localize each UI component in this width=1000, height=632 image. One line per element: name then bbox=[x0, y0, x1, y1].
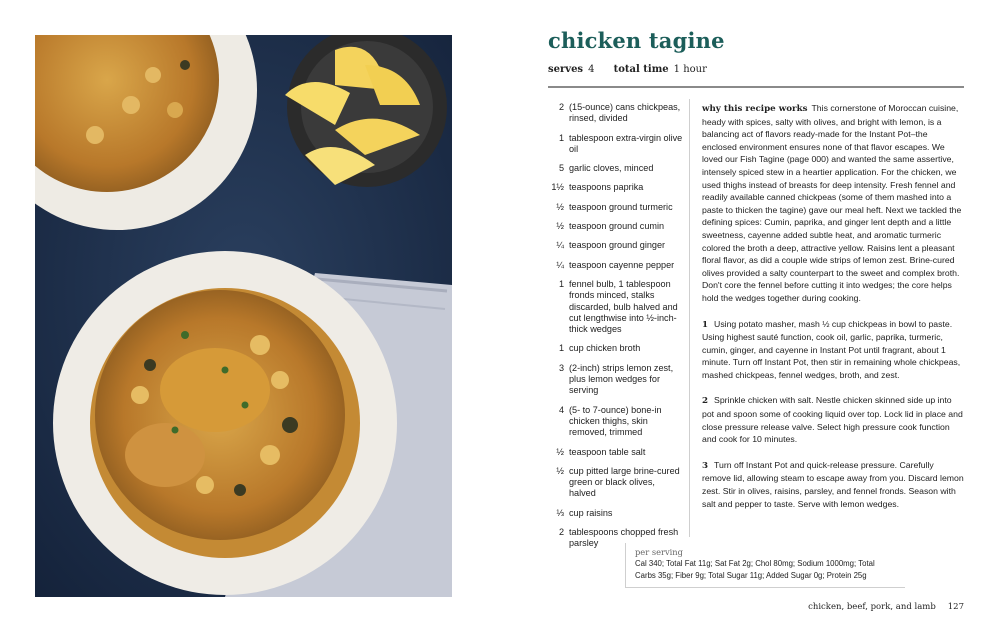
total-time-label: total time bbox=[613, 64, 669, 75]
step bbox=[702, 459, 964, 510]
ingredient-qty: 1 bbox=[558, 132, 564, 143]
nutrition-label: per serving bbox=[635, 547, 683, 557]
step bbox=[702, 394, 964, 445]
step-number: 1 bbox=[702, 319, 709, 330]
ingredient-text: teaspoon cayenne pepper bbox=[569, 259, 675, 270]
header-divider bbox=[548, 86, 964, 88]
ingredient-qty: ½ bbox=[556, 201, 564, 212]
ingredient-qty: 2 bbox=[558, 527, 564, 538]
ingredient-item bbox=[548, 343, 684, 354]
recipe-photo bbox=[35, 35, 452, 597]
ingredient-item bbox=[548, 221, 684, 232]
recipe-title: chicken tagine bbox=[548, 28, 725, 53]
page-footer bbox=[808, 602, 964, 612]
ingredient-item bbox=[548, 240, 684, 251]
ingredient-list bbox=[548, 102, 684, 550]
method-column bbox=[702, 102, 964, 523]
ingredient-qty: ¼ bbox=[556, 240, 564, 251]
ingredient-qty: 4 bbox=[558, 404, 564, 415]
step-text: Sprinkle chicken with salt. Nestle chicken skinned side up into pot and spoon some of cooking liquid over top. Lock lid in place and close pressure release valve. Select high pressure cook function and cook for 10 minutes. bbox=[702, 395, 963, 445]
ingredient-qty: ⅓ bbox=[556, 507, 564, 518]
ingredient-item bbox=[548, 466, 684, 500]
ingredient-text: (2-inch) strips lemon zest, plus lemon wedges for serving bbox=[569, 362, 674, 396]
serves-label: serves bbox=[548, 64, 584, 75]
step-text: Using potato masher, mash ½ cup chickpeas in bowl to paste. Using highest sauté function, cook oil, garlic, paprika, turmeric, cumin, ginger, and cayenne in Instant Pot until fragrant, about 1 minute. Turn off Instant Pot, then stir in remaining whole chickpeas, mashed chickpeas, fennel wedges, broth, and zest. bbox=[702, 318, 961, 380]
ingredient-qty: 1 bbox=[558, 278, 564, 289]
ingredient-item bbox=[548, 163, 684, 174]
ingredient-text: garlic cloves, minced bbox=[569, 163, 654, 174]
ingredient-text: tablespoon extra-virgin olive oil bbox=[569, 132, 683, 154]
ingredient-text: teaspoon table salt bbox=[569, 446, 646, 457]
ingredient-text: (5- to 7-ounce) bone-in chicken thighs, skin removed, trimmed bbox=[569, 404, 662, 438]
ingredient-text: teaspoon ground turmeric bbox=[569, 201, 673, 212]
page-number: 127 bbox=[947, 602, 964, 612]
nutrition-line: Cal 340; Total Fat 11g; Sat Fat 2g; Chol 80mg; Sodium 1000mg; Total bbox=[635, 559, 875, 569]
ingredient-item bbox=[548, 279, 684, 335]
ingredient-qty: 3 bbox=[558, 362, 564, 373]
column-divider bbox=[689, 99, 690, 537]
ingredient-text: cup chicken broth bbox=[569, 343, 641, 354]
ingredient-text: teaspoon ground cumin bbox=[569, 221, 665, 232]
ingredient-item bbox=[548, 363, 684, 397]
nutrition-box bbox=[625, 543, 905, 588]
why-text: This cornerstone of Moroccan cuisine, heady with spices, salty with olives, and bright with lemon, is a balancing act of flavors ready-made for the Instant Pot–the enclosed environment ensures none of that flavor escapes. We loved our Fish Tagine (page 000) and wanted the same assertive, intensely spiced stew in a heartier application. For the chicken, we used thighs instead of breasts for deep intensity. Fresh fennel and readily available canned chickpeas (some of them mashed into a paste to thicken the tagine) gave our meal heft. Next we tackled the defining spices: Cumin, paprika, and ginger lent depth and a little sweetness, cayenne added subtle heat, and aromatic turmeric colored the broth a deep, attractive yellow. Raisins lent a pleasant floral flavor, as did a couple wide strips of lemon zest. Brine-cured olives provided a salty counterpart to the sweet and complex broth. Don't core the fennel before cutting it into wedges; the core helps hold the wedges together during cooking. bbox=[702, 103, 962, 303]
ingredient-item bbox=[548, 202, 684, 213]
why-label: why this recipe works bbox=[702, 104, 808, 114]
total-time-value: 1 hour bbox=[673, 64, 707, 75]
ingredient-text: teaspoons paprika bbox=[569, 182, 644, 193]
nutrition-line: Carbs 35g; Fiber 9g; Total Sugar 11g; Added Sugar 0g; Protein 25g bbox=[635, 571, 867, 581]
ingredient-text: teaspoon ground ginger bbox=[569, 240, 666, 251]
serves-value: 4 bbox=[588, 64, 595, 75]
ingredient-item bbox=[548, 182, 684, 193]
step-number: 2 bbox=[702, 396, 709, 407]
step-number: 3 bbox=[702, 460, 709, 471]
ingredient-item bbox=[548, 102, 684, 125]
ingredient-qty: 5 bbox=[558, 163, 564, 174]
ingredient-qty: ¼ bbox=[556, 259, 564, 270]
ingredient-text: (15-ounce) cans chickpeas, rinsed, divided bbox=[569, 102, 681, 124]
ingredient-text: cup pitted large brine-cured green or black olives, halved bbox=[569, 465, 680, 499]
ingredient-qty: ½ bbox=[556, 465, 564, 476]
ingredient-item bbox=[548, 405, 684, 439]
ingredient-qty: ½ bbox=[556, 221, 564, 232]
why-this-recipe-works bbox=[702, 102, 964, 305]
ingredient-item bbox=[548, 447, 684, 458]
section-name: chicken, beef, pork, and lamb bbox=[808, 602, 936, 612]
step bbox=[702, 318, 964, 382]
ingredient-text: cup raisins bbox=[569, 507, 613, 518]
ingredient-item bbox=[548, 508, 684, 519]
ingredient-item bbox=[548, 260, 684, 271]
ingredient-qty: 1 bbox=[558, 343, 564, 354]
step-text: Turn off Instant Pot and quick-release pressure. Carefully remove lid, allowing steam to escape away from you. Discard lemon zest. Stir in olives, raisins, parsley, and fennel fronds. Season with salt and pepper to taste. Serve with lemon wedges. bbox=[702, 459, 964, 509]
ingredient-text: fennel bulb, 1 tablespoon fronds minced, stalks discarded, bulb halved and cut lengthwise into ½-inch-thick wedges bbox=[569, 278, 678, 335]
recipe-meta bbox=[548, 64, 723, 75]
ingredient-qty: 1½ bbox=[551, 182, 564, 193]
ingredient-qty: ½ bbox=[556, 446, 564, 457]
ingredient-text: tablespoons chopped fresh parsley bbox=[569, 527, 679, 549]
ingredient-item bbox=[548, 133, 684, 156]
ingredient-qty: 2 bbox=[558, 102, 564, 112]
